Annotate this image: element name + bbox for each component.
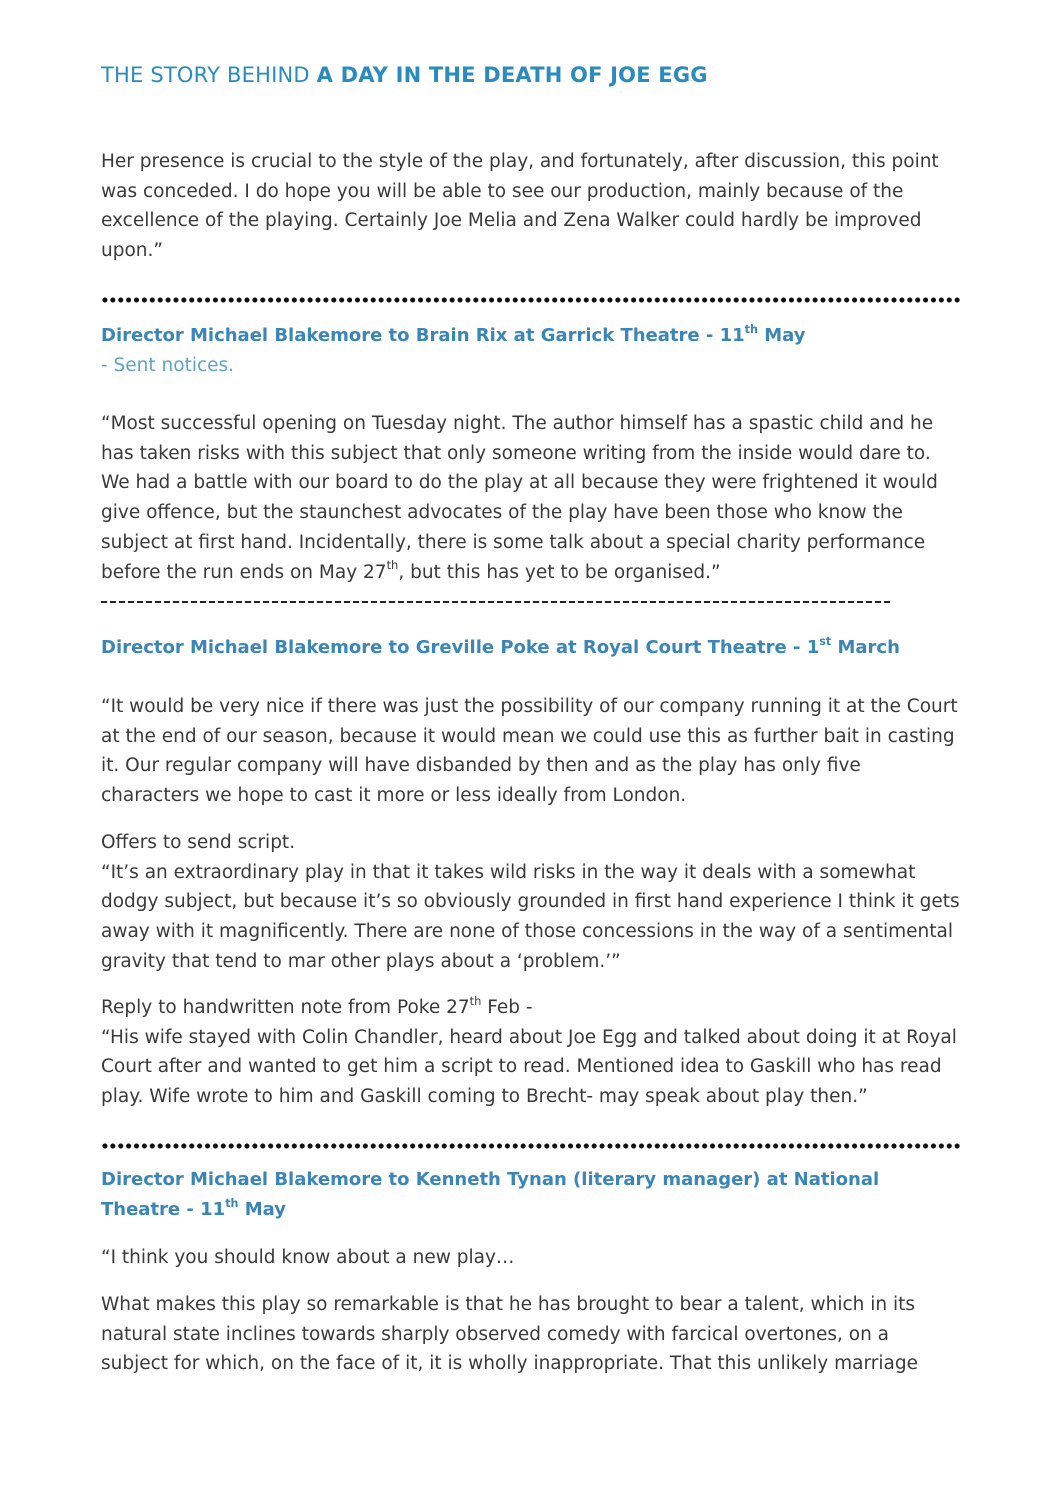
- section-2-note3-text: Reply to handwritten note from Poke 27: [101, 997, 470, 1018]
- section-1-heading-end: May: [757, 325, 806, 346]
- section-2-heading: [101, 633, 961, 663]
- section-2-heading-block: [101, 633, 961, 663]
- section-3-heading-text: Director Michael Blakemore to Kenneth Tynan (literary manager) at National Theatre - 11: [101, 1169, 880, 1220]
- section-2-quote1-block: [101, 692, 961, 811]
- section-1: [101, 321, 961, 380]
- section-3-quote1: “I think you should know about a new play…: [101, 1247, 515, 1268]
- section-1-note: - Sent notices.: [101, 355, 235, 376]
- section-2-heading-end: March: [831, 637, 900, 658]
- section-3-heading: [101, 1165, 961, 1225]
- section-1-heading-sup: th: [744, 322, 758, 336]
- section-2-heading-text: Director Michael Blakemore to Greville Poke at Royal Court Theatre - 1: [101, 637, 820, 658]
- section-3-heading-end: May: [238, 1199, 286, 1220]
- section-2-quote1: “It would be very nice if there was just the possibility of our company running it at the Court at the end of our season, because it would mean we could use this as further bait in casting it. Our regular company will have disbanded by then and as the play has only five characters we hope to cast it more or less ideally from London.: [101, 696, 958, 807]
- header-title: A DAY IN THE DEATH OF JOE EGG: [316, 63, 708, 87]
- section-2-note: Offers to send script.: [101, 832, 296, 853]
- section-2-quote3-block: [101, 993, 961, 1112]
- section-1-quote-end: , but this has yet to be organised.”: [398, 561, 721, 583]
- section-1-quote: [101, 409, 961, 587]
- section-2-quote2: “It’s an extraordinary play in that it takes wild risks in the way it deals with a somewhat dodgy subject, but because it’s so obviously grounded in first hand experience I think it gets away with it magnificently. There are none of those concessions in the way of a sentimental gravity that tend to mar other plays about a ‘problem.’”: [101, 861, 960, 972]
- section-3-quote2: What makes this play so remarkable is that he has brought to bear a talent, which in its natural state inclines towards sharply observed comedy with farcical overtones, on a subject for which, on the face of it, it is wholly inappropriate. That this unlikely marriage: [101, 1294, 918, 1375]
- section-2-note3: [101, 993, 961, 1023]
- dashed-divider: [101, 601, 893, 603]
- section-1-quote-block: [101, 409, 961, 587]
- section-2-quote3: “His wife stayed with Colin Chandler, heard about Joe Egg and talked about doing it at Royal Court after and wanted to get him a script to read. Mentioned idea to Gaskill who has read play. Wife wrote to him and Gaskill coming to Brecht- may speak about play then.”: [101, 1026, 957, 1108]
- section-1-heading-text: Director Michael Blakemore to Brain Rix at Garrick Theatre - 11: [101, 325, 745, 346]
- section-3-heading-sup: th: [225, 1196, 239, 1210]
- section-3-heading-block: [101, 1165, 961, 1225]
- dotted-divider-2: [101, 1143, 961, 1149]
- section-3-quote2-block: [101, 1290, 961, 1379]
- page-header: [101, 63, 708, 87]
- section-3-quote1-block: [101, 1243, 961, 1273]
- intro-paragraph-block: [101, 147, 961, 266]
- intro-paragraph: Her presence is crucial to the style of the play, and fortunately, after discussion, this point was conceded. I do hope you will be able to see our production, mainly because of the excellence of the playing. Certainly Joe Melia and Zena Walker could hardly be improved upon.”: [101, 151, 939, 262]
- dotted-divider-1: [101, 297, 961, 303]
- section-1-quote-text: “Most successful opening on Tuesday night. The author himself has a spastic child and he has taken risks with this subject that only someone writing from the inside would dare to. We had a battle with our board to do the play at all because they were frightened it would give offence, but the staunchest advocates of the play have been those who know the subject at first hand. Incidentally, there is some talk about a special charity performance before the run ends on May 27: [101, 413, 938, 583]
- section-1-quote-sup: th: [386, 558, 399, 573]
- section-2-note3-sup: th: [469, 993, 482, 1008]
- section-1-heading: [101, 321, 961, 351]
- section-2-note3-end: Feb -: [481, 997, 533, 1018]
- section-2-quote2-block: [101, 828, 961, 977]
- section-2-heading-sup: st: [819, 634, 832, 648]
- header-prefix: THE STORY BEHIND: [101, 63, 317, 87]
